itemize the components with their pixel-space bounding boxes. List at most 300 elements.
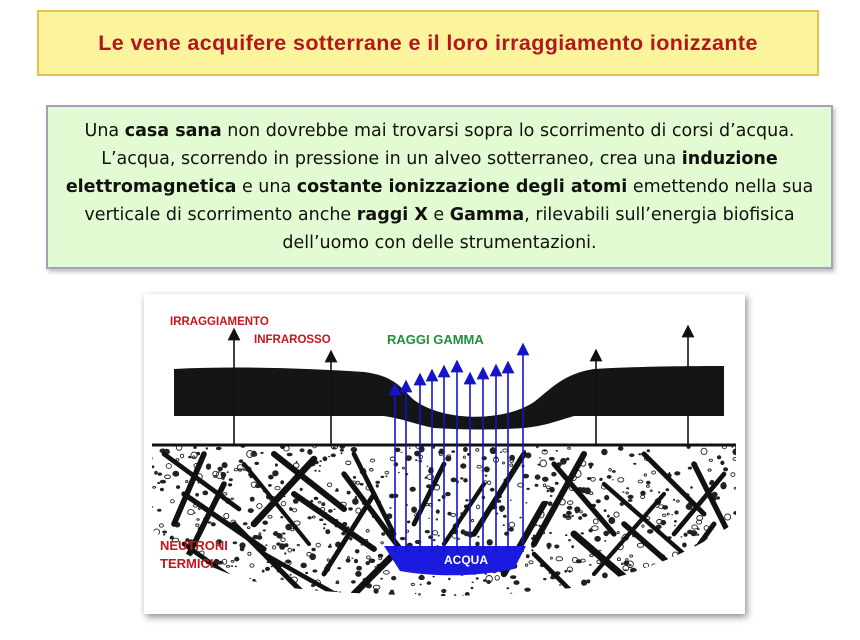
soil-speckle <box>487 539 493 545</box>
soil-speckle <box>144 521 148 524</box>
soil-speckle <box>317 596 323 600</box>
soil-speckle <box>155 604 157 606</box>
soil-speckle <box>306 598 310 601</box>
soil-speckle <box>145 565 152 570</box>
label-termici: TERMICI <box>160 556 214 571</box>
soil-speckle <box>255 586 260 589</box>
soil-speckle <box>415 459 417 461</box>
soil-speckle <box>287 453 293 457</box>
soil-speckle <box>595 602 599 606</box>
soil-speckle <box>323 523 326 525</box>
soil-speckle <box>355 549 360 553</box>
soil-speckle <box>301 563 307 569</box>
soil-speckle <box>475 542 479 547</box>
soil-speckle <box>250 497 255 502</box>
soil-speckle <box>612 479 614 480</box>
soil-speckle <box>589 564 592 566</box>
soil-speckle <box>662 524 665 526</box>
soil-speckle <box>594 536 601 542</box>
soil-speckle <box>509 527 514 532</box>
soil-speckle <box>146 502 151 506</box>
soil-speckle <box>720 482 726 489</box>
soil-speckle <box>338 593 342 597</box>
soil-speckle <box>227 471 229 473</box>
soil-speckle <box>660 575 662 576</box>
soil-speckle <box>232 586 234 588</box>
soil-speckle <box>465 601 467 602</box>
soil-speckle <box>186 573 189 576</box>
soil-speckle <box>351 580 356 584</box>
soil-speckle <box>510 593 513 595</box>
soil-speckle <box>589 594 592 597</box>
soil-speckle <box>566 515 571 518</box>
soil-speckle <box>438 535 440 537</box>
soil-speckle <box>393 494 398 498</box>
soil-speckle <box>735 545 737 547</box>
soil-speckle <box>653 576 660 582</box>
soil-speckle <box>629 453 634 457</box>
soil-speckle <box>451 478 457 483</box>
soil-speckle <box>366 561 370 565</box>
soil-speckle <box>179 580 186 586</box>
soil-speckle <box>625 595 628 598</box>
soil-speckle <box>535 474 541 479</box>
soil-speckle <box>673 561 675 562</box>
soil-speckle <box>674 520 677 523</box>
soil-speckle <box>300 488 303 491</box>
soil-speckle <box>607 475 612 479</box>
soil-speckle <box>280 480 284 484</box>
soil-speckle <box>198 593 203 598</box>
soil-speckle <box>307 449 312 455</box>
soil-speckle <box>628 499 633 502</box>
soil-speckle <box>736 516 742 521</box>
soil-speckle <box>341 452 343 454</box>
soil-speckle <box>699 593 704 597</box>
soil-speckle <box>451 450 455 453</box>
soil-speckle <box>711 573 715 575</box>
soil-speckle <box>360 483 364 486</box>
soil-speckle <box>321 596 326 599</box>
soil-speckle <box>578 516 582 520</box>
soil-speckle <box>551 472 556 477</box>
soil-speckle <box>575 511 579 514</box>
soil-speckle <box>571 545 574 548</box>
soil-speckle <box>554 545 559 549</box>
soil-speckle <box>199 597 202 599</box>
soil-speckle <box>433 446 435 449</box>
soil-speckle <box>638 453 641 455</box>
soil-speckle <box>607 515 610 518</box>
soil-speckle <box>342 593 346 597</box>
soil-speckle <box>506 587 509 589</box>
soil-speckle <box>484 466 490 472</box>
soil-speckle <box>251 451 256 456</box>
soil-speckle <box>560 458 567 465</box>
soil-speckle <box>150 564 154 567</box>
soil-speckle <box>249 600 254 604</box>
soil-speckle <box>391 576 396 580</box>
soil-speckle <box>211 522 216 526</box>
terrain-surface <box>174 366 724 430</box>
soil-speckle <box>735 447 737 449</box>
info-text-3: e una <box>236 177 297 197</box>
soil-speckle <box>524 588 530 592</box>
soil-speckle <box>351 558 353 559</box>
soil-speckle <box>352 597 358 601</box>
soil-speckle <box>582 513 588 517</box>
soil-speckle <box>381 532 385 535</box>
soil-speckle <box>172 471 179 477</box>
soil-speckle <box>519 517 521 519</box>
soil-speckle <box>265 567 270 571</box>
soil-speckle <box>321 502 325 506</box>
soil-speckle <box>720 461 724 465</box>
soil-speckle <box>319 518 323 521</box>
soil-speckle <box>402 596 404 598</box>
soil-speckle <box>239 588 243 592</box>
soil-speckle <box>731 545 734 547</box>
soil-speckle <box>509 455 515 461</box>
soil-speckle <box>229 478 233 481</box>
soil-speckle <box>385 476 387 477</box>
soil-speckle <box>571 515 574 517</box>
soil-speckle <box>346 603 348 605</box>
soil-speckle <box>652 585 658 591</box>
soil-speckle <box>427 466 429 468</box>
soil-speckle <box>314 497 319 500</box>
soil-speckle <box>268 484 272 487</box>
soil-speckle <box>162 531 167 534</box>
soil-speckle <box>268 475 274 480</box>
soil-speckle <box>465 592 470 597</box>
soil-speckle <box>276 542 280 545</box>
soil-speckle <box>647 449 650 452</box>
soil-speckle <box>263 529 266 531</box>
soil-speckle <box>411 507 417 513</box>
soil-speckle <box>243 522 248 525</box>
soil-speckle <box>271 566 273 567</box>
soil-speckle <box>531 549 533 551</box>
soil-speckle <box>319 465 321 467</box>
soil-speckle <box>690 486 693 488</box>
info-panel <box>46 105 833 269</box>
soil-speckle <box>296 461 298 463</box>
soil-speckle <box>336 488 338 490</box>
label-infrarosso: INFRAROSSO <box>254 334 331 346</box>
soil-speckle <box>646 481 650 485</box>
soil-speckle <box>684 533 688 537</box>
soil-speckle <box>463 478 468 482</box>
soil-speckle <box>215 598 217 600</box>
soil-speckle <box>687 530 693 534</box>
soil-speckle <box>737 579 743 583</box>
soil-speckle <box>681 580 687 584</box>
soil-speckle <box>724 533 727 535</box>
soil-speckle <box>375 481 380 484</box>
soil-speckle <box>581 532 584 534</box>
soil-speckle <box>356 602 362 606</box>
soil-speckle <box>537 464 540 466</box>
soil-speckle <box>599 478 602 481</box>
soil-speckle <box>740 557 744 560</box>
soil-speckle <box>272 470 278 476</box>
title-banner <box>37 10 819 76</box>
soil-speckle <box>448 604 451 607</box>
soil-speckle <box>436 509 440 513</box>
soil-speckle <box>742 480 745 483</box>
soil-speckle <box>688 573 690 575</box>
soil-speckle <box>526 488 529 490</box>
soil-speckle <box>161 580 163 582</box>
soil-speckle <box>476 577 479 579</box>
soil-speckle <box>274 531 278 536</box>
soil-speckle <box>409 448 411 449</box>
soil-speckle <box>566 511 572 515</box>
soil-speckle <box>395 448 400 453</box>
soil-speckle <box>248 508 254 513</box>
soil-speckle <box>248 584 252 587</box>
label-raggi-gamma: RAGGI GAMMA <box>387 332 484 347</box>
soil-speckle <box>685 576 692 582</box>
soil-speckle <box>353 476 356 479</box>
soil-speckle <box>448 578 450 581</box>
info-text-2: non dovrebbe mai trovarsi sopra lo scorrimento di corsi d’acqua. L’acqua, scorrendo in pressione in un alveo sotterraneo, crea una <box>101 121 795 169</box>
soil-speckle <box>513 580 519 585</box>
soil-speckle <box>602 573 608 579</box>
soil-speckle <box>649 567 651 568</box>
soil-speckle <box>472 582 474 584</box>
soil-speckle <box>593 586 598 590</box>
soil-speckle <box>680 536 682 537</box>
soil-speckle <box>676 562 680 566</box>
soil-speckle <box>420 584 422 586</box>
soil-speckle <box>542 592 544 593</box>
soil-speckle <box>403 600 410 604</box>
soil-speckle <box>612 470 616 473</box>
soil-speckle <box>425 530 430 533</box>
info-text-5: e <box>427 205 450 225</box>
soil-speckle <box>147 456 152 461</box>
soil-speckle <box>205 599 210 603</box>
soil-speckle <box>374 566 376 568</box>
soil-speckle <box>723 467 728 471</box>
soil-speckle <box>234 557 239 562</box>
soil-speckle <box>312 569 317 572</box>
soil-speckle <box>446 598 448 600</box>
soil-speckle <box>666 488 670 491</box>
soil-speckle <box>328 509 333 512</box>
soil-speckle <box>314 590 319 595</box>
soil-speckle <box>323 527 325 529</box>
soil-speckle <box>454 594 456 596</box>
soil-speckle <box>356 566 362 571</box>
soil-speckle <box>667 576 671 580</box>
soil-speckle <box>734 594 741 600</box>
soil-speckle <box>321 601 325 604</box>
soil-speckle <box>742 569 745 573</box>
soil-speckle <box>661 595 664 598</box>
soil-speckle <box>233 541 238 544</box>
soil-speckle <box>326 601 329 603</box>
soil-speckle <box>547 490 549 493</box>
soil-speckle <box>738 577 742 580</box>
soil-speckle <box>559 584 561 586</box>
soil-speckle <box>234 583 241 589</box>
soil-speckle <box>503 524 505 526</box>
soil-speckle <box>151 465 154 468</box>
soil-speckle <box>337 567 341 569</box>
soil-speckle <box>235 566 237 568</box>
soil-speckle <box>352 498 359 505</box>
soil-speckle <box>329 544 331 546</box>
soil-speckle <box>628 495 634 499</box>
soil-speckle <box>656 507 658 508</box>
soil-speckle <box>331 454 336 458</box>
soil-speckle <box>658 491 660 493</box>
soil-speckle <box>688 467 692 470</box>
soil-speckle <box>734 541 739 546</box>
soil-speckle <box>626 487 629 489</box>
soil-speckle <box>311 548 315 551</box>
soil-speckle <box>610 592 612 594</box>
soil-speckle <box>328 456 330 457</box>
soil-speckle <box>160 480 166 484</box>
soil-speckle <box>154 471 158 475</box>
soil-speckle <box>157 509 161 512</box>
soil-speckle <box>460 463 466 468</box>
soil-speckle <box>728 534 731 537</box>
soil-speckle <box>564 570 567 573</box>
soil-speckle <box>646 578 650 582</box>
soil-speckle <box>737 511 744 517</box>
soil-speckle <box>176 485 180 489</box>
soil-speckle <box>535 484 539 487</box>
soil-speckle <box>720 559 724 562</box>
soil-speckle <box>736 557 741 561</box>
soil-speckle <box>347 491 351 495</box>
soil-speckle <box>717 455 721 459</box>
soil-speckle <box>300 448 305 452</box>
soil-speckle <box>621 537 623 538</box>
soil-speckle <box>635 581 637 583</box>
soil-speckle <box>441 594 446 598</box>
soil-speckle <box>460 477 463 479</box>
soil-speckle <box>566 458 570 461</box>
soil-speckle <box>284 552 286 554</box>
soil-speckle <box>240 547 245 551</box>
soil-speckle <box>325 529 330 534</box>
soil-speckle <box>728 582 734 587</box>
soil-speckle <box>144 495 147 498</box>
soil-speckle <box>712 598 715 601</box>
soil-speckle <box>247 589 251 593</box>
soil-speckle <box>325 601 328 603</box>
soil-speckle <box>163 534 165 536</box>
soil-speckle <box>647 529 653 534</box>
soil-speckle <box>419 575 424 580</box>
soil-speckle <box>604 540 606 542</box>
soil-speckle <box>407 521 410 524</box>
soil-speckle <box>413 603 415 605</box>
soil-speckle <box>188 456 191 458</box>
soil-speckle <box>623 597 629 602</box>
soil-speckle <box>306 602 308 605</box>
soil-speckle <box>627 602 631 606</box>
soil-speckle <box>669 566 671 568</box>
soil-speckle <box>231 601 233 603</box>
info-paragraph <box>56 117 823 257</box>
soil-speckle <box>166 589 173 594</box>
info-bold-casa-sana: casa sana <box>124 121 222 141</box>
soil-speckle <box>675 559 682 565</box>
info-text-1: Una <box>84 121 125 141</box>
soil-speckle <box>683 554 690 561</box>
soil-speckle <box>325 602 330 606</box>
soil-speckle <box>218 467 223 472</box>
diagram-svg <box>144 294 745 614</box>
soil-speckle <box>569 593 573 596</box>
soil-speckle <box>567 506 573 510</box>
soil-speckle <box>734 562 740 568</box>
info-bold-raggi-x: raggi X <box>356 205 428 225</box>
soil-speckle <box>400 452 402 453</box>
soil-speckle <box>284 543 288 547</box>
soil-speckle <box>548 501 553 506</box>
soil-speckle <box>565 534 568 536</box>
soil-speckle <box>218 581 225 588</box>
soil-speckle <box>542 477 549 482</box>
soil-speckle <box>713 545 719 549</box>
soil-speckle <box>719 591 725 597</box>
soil-speckle <box>721 572 727 577</box>
soil-speckle <box>588 463 594 467</box>
soil-speckle <box>346 558 351 562</box>
soil-speckle <box>711 546 713 547</box>
soil-speckle <box>624 569 627 571</box>
info-text-4: emettendo nella sua verticale di scorrimento anche <box>84 177 814 225</box>
soil-speckle <box>441 589 446 593</box>
soil-speckle <box>618 446 624 451</box>
soil-speckle <box>510 500 512 501</box>
soil-speckle <box>309 553 316 560</box>
soil-speckle <box>677 566 679 568</box>
soil-speckle <box>477 536 479 538</box>
soil-speckle <box>733 511 739 515</box>
soil-speckle <box>277 603 280 606</box>
soil-speckle <box>616 604 618 606</box>
soil-speckle <box>410 487 416 492</box>
soil-speckle <box>415 593 417 594</box>
soil-speckle <box>160 488 164 492</box>
soil-speckle <box>351 594 353 595</box>
soil-speckle <box>738 550 740 552</box>
water-vein-diagram <box>144 294 745 614</box>
soil-speckle <box>254 462 259 465</box>
soil-speckle <box>633 463 636 465</box>
info-bold-gamma: Gamma <box>449 205 525 225</box>
soil-speckle <box>260 452 263 454</box>
soil-speckle <box>245 583 247 585</box>
soil-speckle <box>586 579 590 583</box>
soil-speckle <box>563 514 567 518</box>
soil-speckle <box>389 507 391 509</box>
soil-speckle <box>716 496 720 499</box>
soil-speckle <box>695 557 702 563</box>
soil-speckle <box>674 511 678 515</box>
soil-speckle <box>584 487 591 494</box>
soil-speckle <box>228 483 232 486</box>
